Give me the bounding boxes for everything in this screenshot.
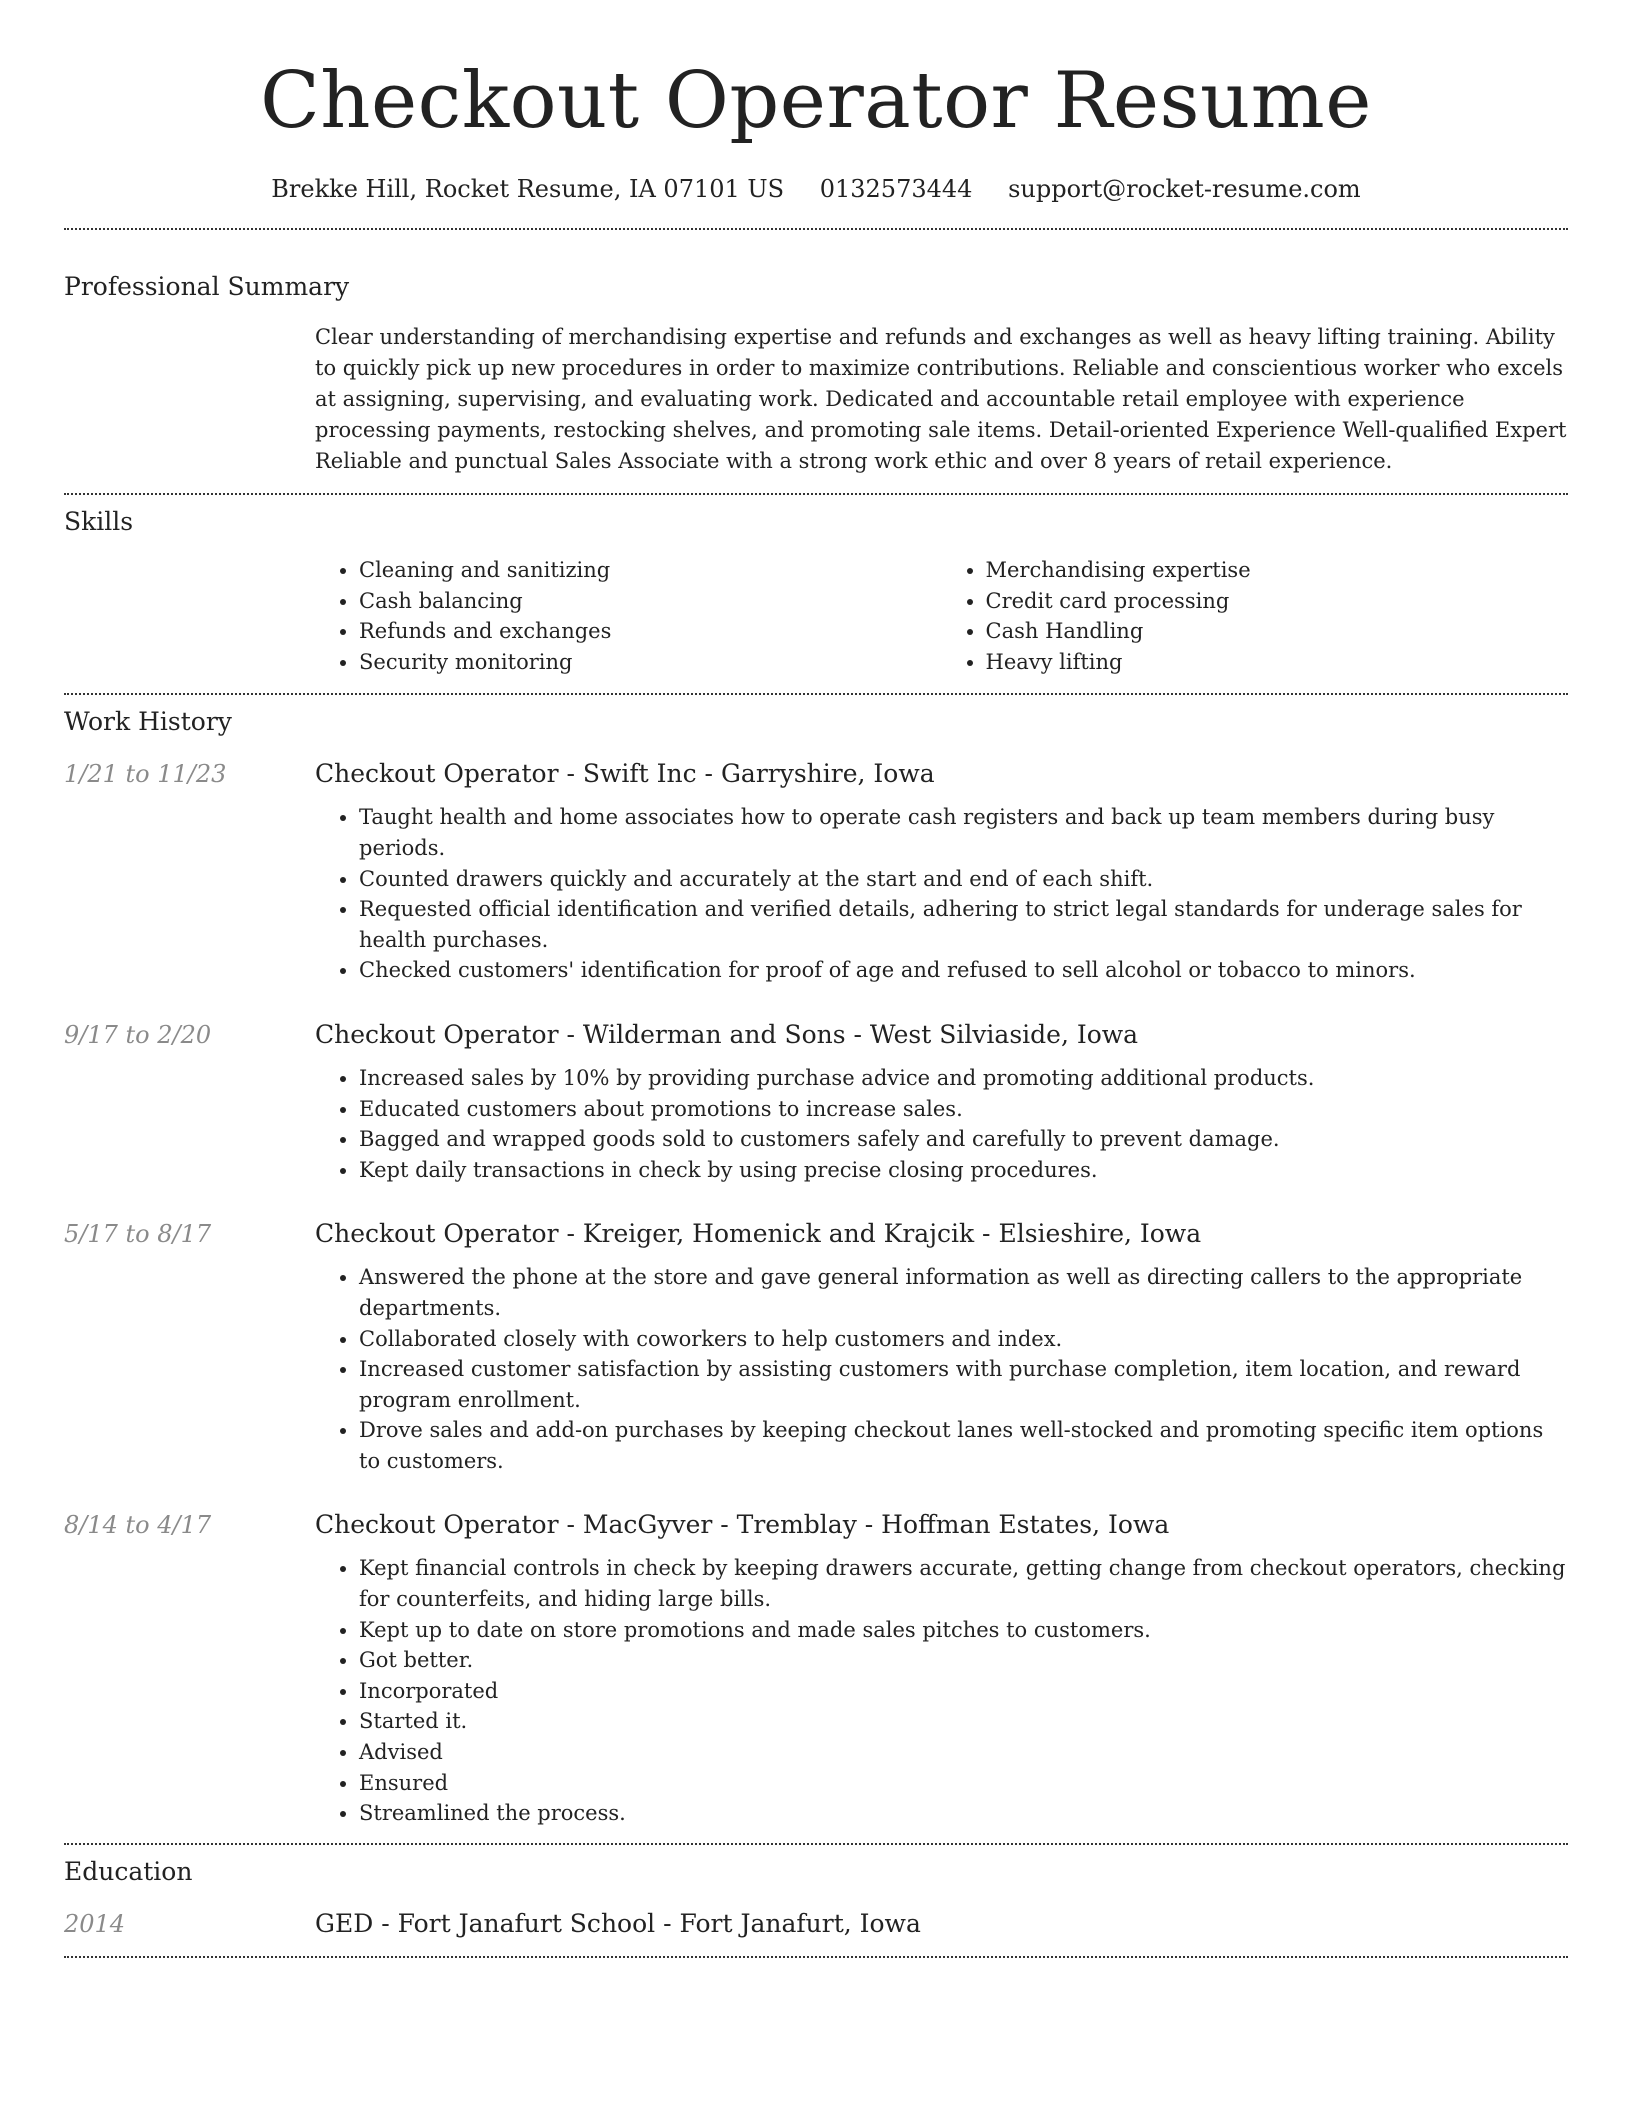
job-header <box>64 1510 1568 1539</box>
education-entry <box>64 1909 1568 1938</box>
skills-list <box>315 555 1568 677</box>
job-dates: 5/17 to 8/17 <box>64 1220 212 1249</box>
job-bullet: • Increased sales by 10% by providing purchase advice and promoting additional products. <box>359 1063 1568 1094</box>
education-heading: Education <box>64 1856 193 1886</box>
contact-email: support@rocket-resume.com <box>1008 175 1361 203</box>
job-bullet: • Requested official identification and verified details, adhering to strict legal standards for underage sales for health purchases. <box>359 894 1568 955</box>
job-entry <box>64 759 1568 986</box>
job-header <box>64 1219 1568 1248</box>
job-dates: 1/21 to 11/23 <box>64 760 227 789</box>
divider-header <box>64 228 1568 230</box>
skills-column-right <box>942 555 1569 677</box>
skill-item: • Refunds and exchanges <box>359 616 942 647</box>
job-bullets <box>315 1063 1568 1185</box>
job-bullet: • Educated customers about promotions to increase sales. <box>359 1094 1568 1125</box>
job-bullet: • Kept financial controls in check by keeping drawers accurate, getting change from checkout operators, checking for counterfeits, and hiding large bills. <box>359 1553 1568 1614</box>
job-dates: 8/14 to 4/17 <box>64 1511 212 1540</box>
job-bullet: • Collaborated closely with coworkers to help customers and index. <box>359 1324 1568 1355</box>
job-title: Checkout Operator - Swift Inc - Garryshire, Iowa <box>315 759 935 789</box>
summary-heading: Professional Summary <box>64 272 350 301</box>
job-bullet: • Started it. <box>359 1706 1568 1737</box>
job-bullet: • Streamlined the process. <box>359 1798 1568 1829</box>
job-header <box>64 759 1568 788</box>
job-bullet: • Checked customers' identification for proof of age and refused to sell alcohol or tobacco to minors. <box>359 955 1568 986</box>
contact-line <box>64 172 1568 206</box>
job-bullet: • Drove sales and add-on purchases by keeping checkout lanes well-stocked and promoting specific item options to customers. <box>359 1415 1568 1476</box>
job-title: Checkout Operator - Kreiger, Homenick and Krajcik - Elsieshire, Iowa <box>315 1219 1202 1249</box>
job-header <box>64 1020 1568 1049</box>
divider-summary <box>64 493 1568 495</box>
job-bullet: • Incorporated <box>359 1676 1568 1707</box>
job-entry <box>64 1219 1568 1476</box>
job-bullet: • Counted drawers quickly and accurately at the start and end of each shift. <box>359 864 1568 895</box>
contact-address: Brekke Hill, Rocket Resume, IA 07101 US <box>271 175 785 203</box>
skill-item: • Cash Handling <box>986 616 1569 647</box>
job-bullets <box>315 802 1568 986</box>
divider-work <box>64 1843 1568 1845</box>
contact-phone: 0132573444 <box>819 175 973 203</box>
resume-title: Checkout Operator Resume <box>260 56 1372 146</box>
job-bullet: • Bagged and wrapped goods sold to customers safely and carefully to prevent damage. <box>359 1124 1568 1155</box>
summary-text: Clear understanding of merchandising expertise and refunds and exchanges as well as heavy lifting training. Ability to quickly pick up new procedures in order to maximize contributions. Reliable and conscientious worker who excels at assigning, supervising, and evaluating work. Dedicated and accountable retail employee with experience processing payments, restocking shelves, and promoting sale items. Detail-oriented Experience Well-qualified Expert Reliable and punctual Sales Associate with a strong work ethic and over 8 years of retail experience. <box>315 325 1567 473</box>
skill-item: • Cash balancing <box>359 586 942 617</box>
job-bullet: • Got better. <box>359 1645 1568 1676</box>
skills-heading: Skills <box>64 507 134 536</box>
work-heading: Work History <box>64 707 232 737</box>
education-year: 2014 <box>64 1909 126 1938</box>
job-bullets <box>315 1262 1568 1476</box>
skill-item: • Merchandising expertise <box>986 555 1569 586</box>
job-dates: 9/17 to 2/20 <box>64 1020 212 1049</box>
skill-item: • Credit card processing <box>986 586 1569 617</box>
job-bullet: • Kept daily transactions in check by using precise closing procedures. <box>359 1155 1568 1186</box>
job-title: Checkout Operator - Wilderman and Sons - West Silviaside, Iowa <box>315 1019 1139 1049</box>
job-bullet: • Increased customer satisfaction by assisting customers with purchase completion, item location, and reward program enrollment. <box>359 1354 1568 1415</box>
job-entry <box>64 1510 1568 1828</box>
job-bullets <box>315 1553 1568 1828</box>
skill-item: • Security monitoring <box>359 647 942 678</box>
job-title: Checkout Operator - MacGyver - Tremblay - Hoffman Estates, Iowa <box>315 1510 1170 1540</box>
divider-skills <box>64 693 1568 695</box>
skill-item: • Heavy lifting <box>986 647 1569 678</box>
job-bullet: • Answered the phone at the store and gave general information as well as directing callers to the appropriate departments. <box>359 1262 1568 1323</box>
job-bullet: • Advised <box>359 1737 1568 1768</box>
job-entry <box>64 1020 1568 1185</box>
divider-education <box>64 1956 1568 1958</box>
job-bullet: • Ensured <box>359 1768 1568 1799</box>
education-title: GED - Fort Janafurt School - Fort Janafurt, Iowa <box>315 1908 921 1938</box>
skills-column-left <box>315 555 942 677</box>
job-bullet: • Kept up to date on store promotions and made sales pitches to customers. <box>359 1615 1568 1646</box>
skill-item: • Cleaning and sanitizing <box>359 555 942 586</box>
job-bullet: • Taught health and home associates how to operate cash registers and back up team members during busy periods. <box>359 802 1568 863</box>
